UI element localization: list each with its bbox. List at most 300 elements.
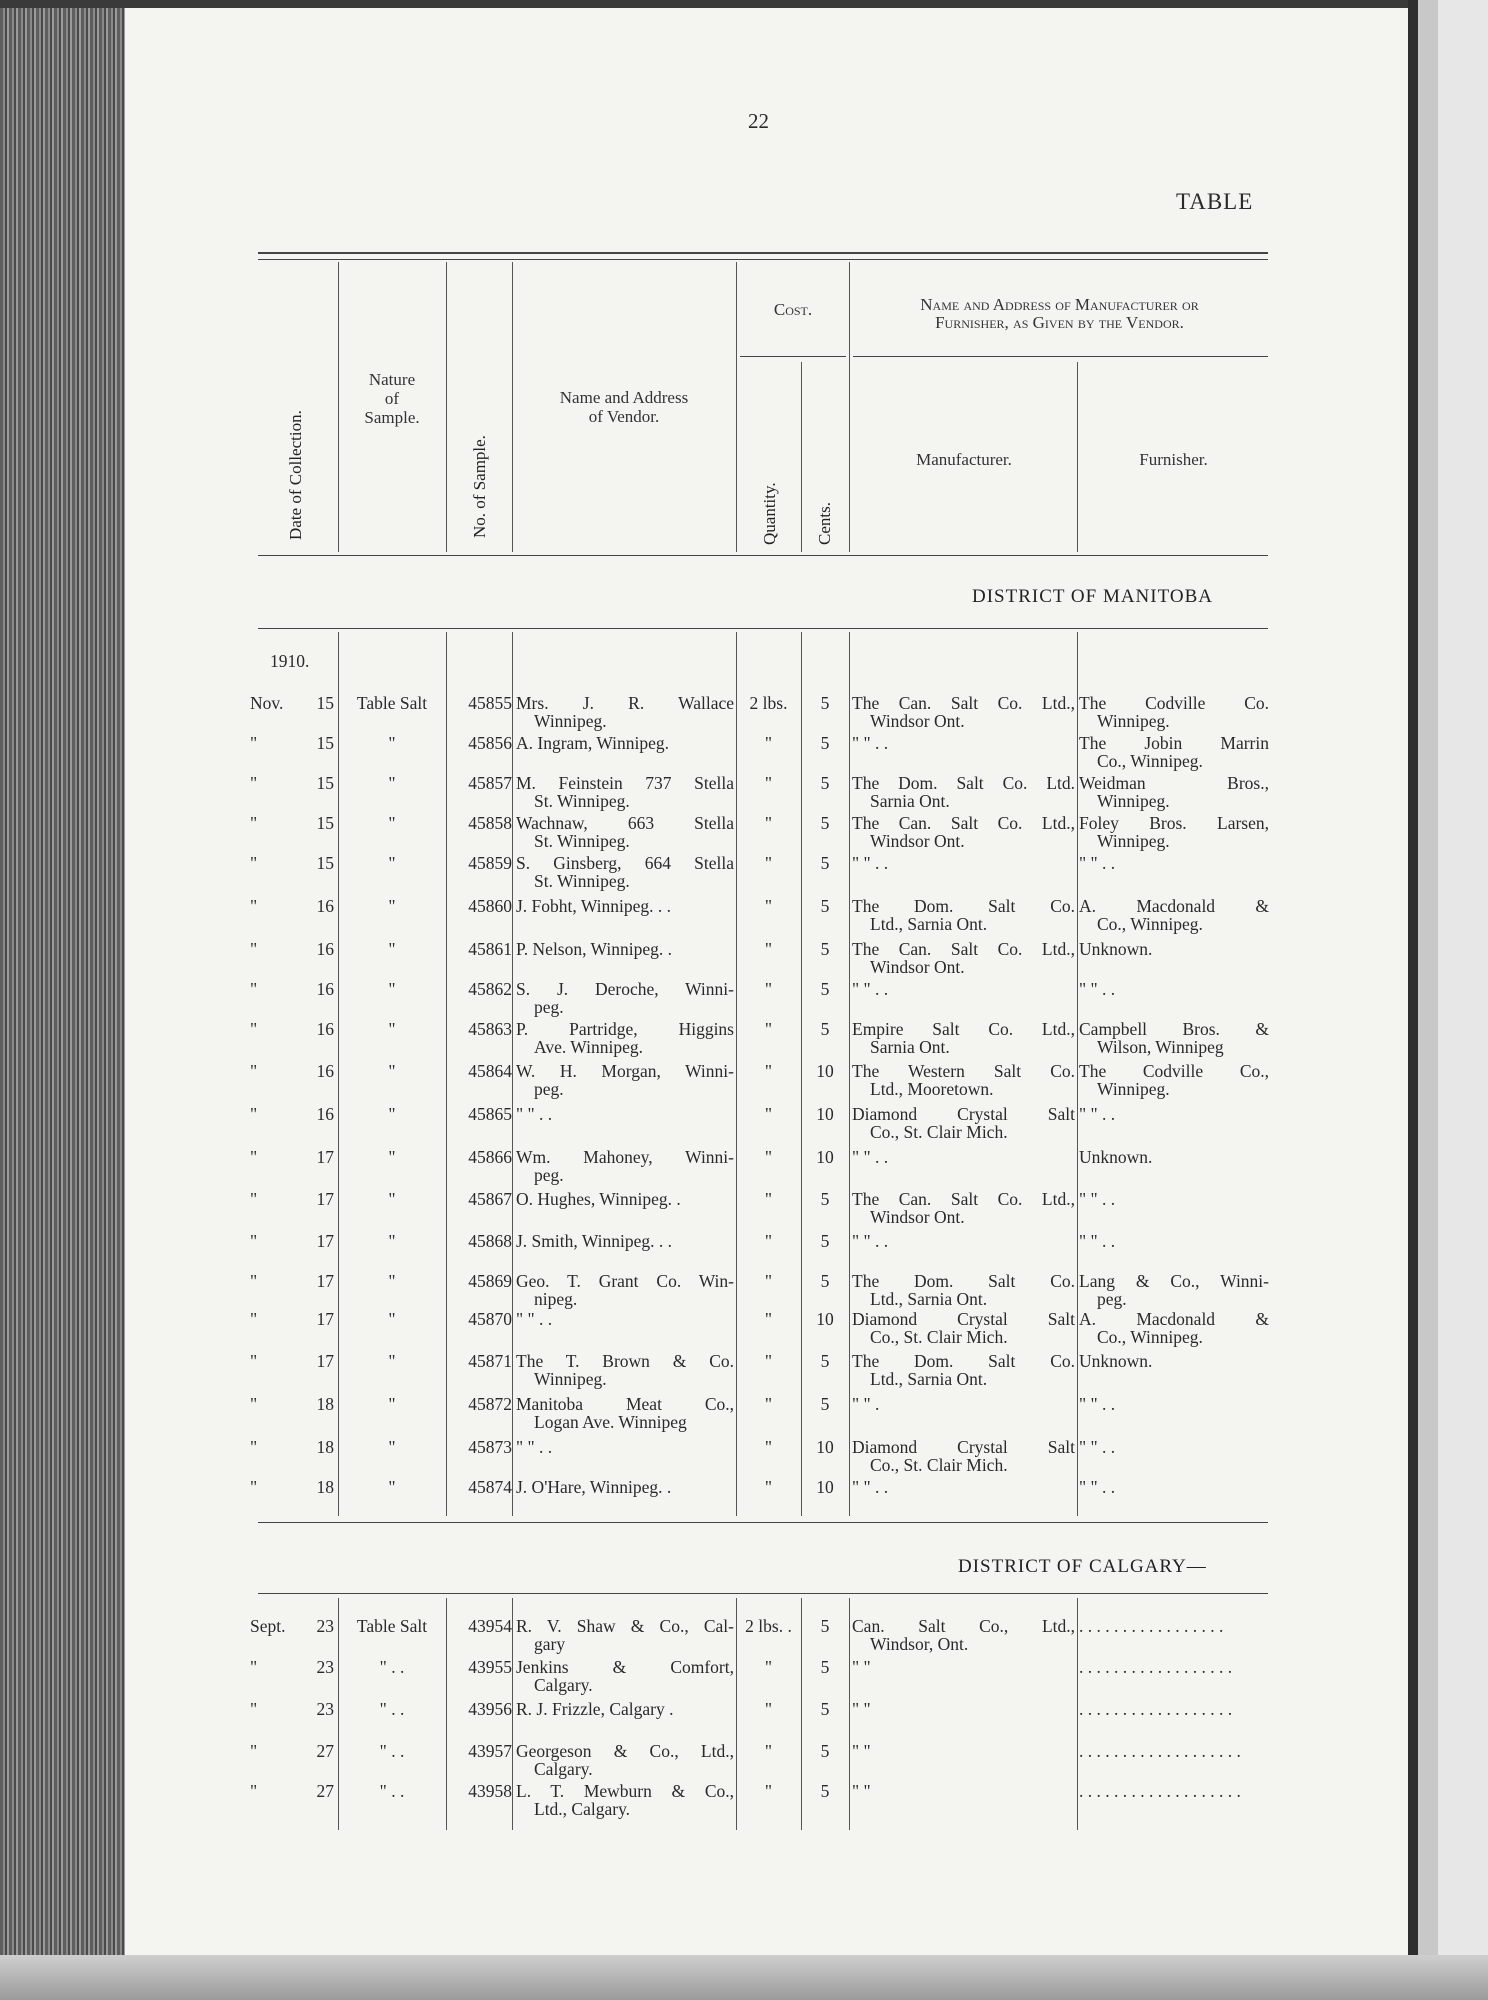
cell-furn-line: Foley Bros. Larsen,: [1079, 813, 1269, 833]
header-col-rule: [801, 362, 802, 552]
cell-day: 17: [316, 1271, 334, 1291]
cell-furn-line: The Codville Co.: [1079, 693, 1269, 713]
cell-no: 45871: [468, 1351, 512, 1371]
cell-cents: 5: [820, 939, 830, 959]
cell-day: 17: [316, 1351, 334, 1371]
cell-nature: Table Salt: [356, 693, 428, 713]
cell-month: ": [250, 1437, 258, 1457]
cell-day: 15: [316, 693, 334, 713]
cell-vendor-line: Winnipeg.: [534, 711, 607, 731]
cell-vendor-line: Georgeson & Co., Ltd.,: [516, 1741, 734, 1761]
body-col-rule: [512, 632, 513, 1516]
cell-cents: 5: [820, 813, 830, 833]
book-edge-bottom: [0, 1955, 1488, 2000]
cell-furn-line: " " . .: [1079, 979, 1116, 999]
cell-vendor-line: Mrs. J. R. Wallace: [516, 693, 734, 713]
header-col-rule: [446, 262, 447, 552]
cell-vendor-line: peg.: [534, 1079, 564, 1099]
cell-cents: 5: [820, 1616, 830, 1636]
cell-day: 18: [316, 1477, 334, 1497]
body-col-rule: [736, 1598, 737, 1830]
district-heading-calgary: DISTRICT OF CALGARY—: [958, 1556, 1207, 1577]
header-col-rule: [1077, 362, 1078, 552]
cell-month: ": [250, 1231, 258, 1251]
cell-mfr-line: Empire Salt Co. Ltd.,: [852, 1019, 1075, 1039]
cell-no: 43955: [468, 1657, 512, 1677]
cell-mfr-line: Sarnia Ont.: [870, 791, 950, 811]
cell-qty: ": [764, 853, 773, 873]
cell-month: Sept.: [250, 1616, 286, 1636]
district-heading-manitoba: DISTRICT OF MANITOBA: [972, 586, 1213, 607]
cell-mfr-line: " ": [852, 1781, 871, 1801]
cell-nature: ": [388, 733, 396, 753]
cell-mfr-line: Ltd., Sarnia Ont.: [870, 1369, 988, 1389]
cell-mfr-line: The Can. Salt Co. Ltd.,: [852, 1189, 1075, 1209]
cell-cents: 5: [820, 853, 830, 873]
cell-mfr-line: " ": [852, 1741, 871, 1761]
cell-month: ": [250, 1147, 258, 1167]
cell-month: ": [250, 853, 258, 873]
header-col-rule: [512, 262, 513, 552]
cell-furn-line: Unknown.: [1079, 1147, 1153, 1167]
cell-no: 45873: [468, 1437, 512, 1457]
cell-vendor-line: R. J. Frizzle, Calgary .: [516, 1699, 674, 1719]
cell-vendor-line: L. T. Mewburn & Co.,: [516, 1781, 734, 1801]
cell-no: 45867: [468, 1189, 512, 1209]
cell-qty: ": [764, 733, 773, 753]
cell-month: ": [250, 1741, 258, 1761]
cell-vendor-line: S. J. Deroche, Winni-: [516, 979, 734, 999]
body-col-rule: [446, 1598, 447, 1830]
cell-qty: ": [764, 1437, 773, 1457]
district-rule: [258, 1593, 1268, 1594]
cell-mfr-line: Co., St. Clair Mich.: [870, 1455, 1008, 1475]
cell-qty: ": [764, 1147, 773, 1167]
cell-vendor-line: A. Ingram, Winnipeg.: [516, 733, 670, 753]
cell-mfr-line: The Dom. Salt Co.: [852, 1351, 1075, 1371]
cell-furn-line: Co., Winnipeg.: [1097, 914, 1203, 934]
cell-mfr-line: Sarnia Ont.: [870, 1037, 950, 1057]
cell-no: 45861: [468, 939, 512, 959]
cell-furn-line: " " . .: [1079, 1477, 1116, 1497]
header-furnisher: Furnisher.: [1139, 450, 1208, 469]
cell-nature: ": [388, 1351, 396, 1371]
cell-nature: " . .: [379, 1699, 405, 1719]
body-col-rule: [801, 632, 802, 1516]
cell-furn-line: Winnipeg.: [1097, 1079, 1170, 1099]
cell-nature: ": [388, 1394, 396, 1414]
cell-day: 16: [316, 939, 334, 959]
cell-vendor-line: P. Nelson, Winnipeg. .: [516, 939, 672, 959]
book-gutter-right: [1408, 0, 1488, 2000]
cell-qty: ": [764, 1477, 773, 1497]
cell-cents: 5: [820, 1231, 830, 1251]
cell-mfr-line: The Dom. Salt Co.: [852, 1271, 1075, 1291]
header-cents: Cents.: [815, 502, 834, 545]
cell-furn-line: The Jobin Marrin: [1079, 733, 1269, 753]
cell-vendor-line: Winnipeg.: [534, 1369, 607, 1389]
cell-vendor-line: J. Smith, Winnipeg. . .: [516, 1231, 672, 1251]
cell-no: 45874: [468, 1477, 512, 1497]
cell-cents: 10: [816, 1104, 834, 1124]
cell-vendor-line: Wm. Mahoney, Winni-: [516, 1147, 734, 1167]
cell-month: ": [250, 773, 258, 793]
cell-no: 45870: [468, 1309, 512, 1329]
cell-furn-line: " " . .: [1079, 1104, 1116, 1124]
cell-furn-line: " " . .: [1079, 1231, 1116, 1251]
cell-cents: 10: [816, 1477, 834, 1497]
cell-qty: ": [764, 1699, 773, 1719]
body-col-rule: [1077, 632, 1078, 1516]
cell-month: ": [250, 939, 258, 959]
cell-no: 43956: [468, 1699, 512, 1719]
cell-no: 43954: [468, 1616, 512, 1636]
cell-day: 23: [316, 1657, 334, 1677]
cell-month: Nov.: [250, 693, 284, 713]
cell-day: 17: [316, 1189, 334, 1209]
header-nature: Nature of Sample.: [364, 370, 420, 427]
cell-cents: 10: [816, 1437, 834, 1457]
cell-cents: 10: [816, 1061, 834, 1081]
cell-month: ": [250, 733, 258, 753]
cell-day: 15: [316, 813, 334, 833]
cell-qty: ": [764, 939, 773, 959]
cell-month: ": [250, 1477, 258, 1497]
cell-cents: 5: [820, 693, 830, 713]
cell-no: 45868: [468, 1231, 512, 1251]
body-col-rule: [849, 1598, 850, 1830]
top-rule-thin: [258, 259, 1268, 260]
book-page-edges-left: [0, 0, 125, 2000]
cell-qty: ": [764, 1394, 773, 1414]
cell-mfr-line: Diamond Crystal Salt: [852, 1309, 1075, 1329]
cell-qty: ": [764, 1351, 773, 1371]
cell-mfr-line: The Can. Salt Co. Ltd.,: [852, 813, 1075, 833]
cell-month: ": [250, 813, 258, 833]
cell-nature: ": [388, 1477, 396, 1497]
cell-mfr-line: " " .: [852, 1394, 880, 1414]
cell-nature: ": [388, 1104, 396, 1124]
cost-underline: [740, 356, 846, 357]
cell-mfr-line: Windsor, Ont.: [870, 1634, 969, 1654]
cell-furn-line: " " . .: [1079, 1394, 1116, 1414]
cell-vendor-line: St. Winnipeg.: [534, 831, 630, 851]
cell-mfr-line: " " . .: [852, 1147, 889, 1167]
cell-no: 45863: [468, 1019, 512, 1039]
cell-vendor-line: peg.: [534, 997, 564, 1017]
cell-qty: ": [764, 1741, 773, 1761]
cell-day: 27: [316, 1781, 334, 1801]
cell-mfr-line: Diamond Crystal Salt: [852, 1437, 1075, 1457]
cell-vendor-line: Wachnaw, 663 Stella: [516, 813, 734, 833]
body-col-rule: [849, 632, 850, 1516]
cell-no: 45866: [468, 1147, 512, 1167]
header-col-rule: [849, 262, 850, 552]
cell-day: 23: [316, 1616, 334, 1636]
cell-furn-line: Unknown.: [1079, 939, 1153, 959]
cell-no: 45872: [468, 1394, 512, 1414]
cell-month: ": [250, 1189, 258, 1209]
cell-nature: ": [388, 1019, 396, 1039]
cell-day: 16: [316, 1061, 334, 1081]
body-col-rule: [446, 632, 447, 1516]
cell-vendor-line: P. Partridge, Higgins: [516, 1019, 734, 1039]
top-rule: [258, 252, 1268, 254]
cell-qty: ": [764, 1271, 773, 1291]
table-title: TABLE: [1176, 189, 1254, 214]
cell-cents: 5: [820, 773, 830, 793]
cell-mfr-line: Ltd., Sarnia Ont.: [870, 1289, 988, 1309]
cell-qty: ": [764, 1781, 773, 1801]
cell-furn-line: " " . .: [1079, 1437, 1116, 1457]
cell-day: 16: [316, 896, 334, 916]
cell-month: ": [250, 1657, 258, 1677]
manitoba-bottom-rule: [258, 1522, 1268, 1523]
cell-furn-line: . . . . . . . . . . . . . . . . . .: [1079, 1699, 1233, 1719]
cell-furn-line: Campbell Bros. &: [1079, 1019, 1269, 1039]
cell-cents: 5: [820, 733, 830, 753]
cell-mfr-line: " " . .: [852, 1477, 889, 1497]
cell-no: 45869: [468, 1271, 512, 1291]
cell-furn-line: Lang & Co., Winni-: [1079, 1271, 1269, 1291]
body-col-rule: [338, 1598, 339, 1830]
cell-nature: Table Salt: [356, 1616, 428, 1636]
cell-cents: 5: [820, 979, 830, 999]
cell-furn-line: Co., Winnipeg.: [1097, 1327, 1203, 1347]
cell-no: 45858: [468, 813, 512, 833]
cell-mfr-line: Windsor Ont.: [870, 711, 965, 731]
cell-vendor-line: Logan Ave. Winnipeg: [534, 1412, 687, 1432]
cell-mfr-line: Ltd., Mooretown.: [870, 1079, 994, 1099]
cell-nature: ": [388, 1147, 396, 1167]
cell-month: ": [250, 1309, 258, 1329]
cell-cents: 5: [820, 1271, 830, 1291]
body-col-rule: [801, 1598, 802, 1830]
cell-day: 15: [316, 773, 334, 793]
cell-day: 15: [316, 733, 334, 753]
cell-no: 43957: [468, 1741, 512, 1761]
cell-nature: " . .: [379, 1741, 405, 1761]
cell-month: ": [250, 1104, 258, 1124]
cell-mfr-line: Diamond Crystal Salt: [852, 1104, 1075, 1124]
body-col-rule: [512, 1598, 513, 1830]
cell-qty: ": [764, 1061, 773, 1081]
cell-furn-line: Wilson, Winnipeg: [1097, 1037, 1224, 1057]
cell-mfr-line: Windsor Ont.: [870, 1207, 965, 1227]
cell-vendor-line: nipeg.: [534, 1289, 578, 1309]
cell-furn-line: " " . .: [1079, 853, 1116, 873]
cell-vendor-line: " " . .: [516, 1309, 553, 1329]
cell-furn-line: " " . .: [1079, 1189, 1116, 1209]
cell-qty: ": [764, 1189, 773, 1209]
cell-qty: ": [764, 896, 773, 916]
body-col-rule: [1077, 1598, 1078, 1830]
cell-vendor-line: O. Hughes, Winnipeg. .: [516, 1189, 681, 1209]
body-col-rule: [338, 632, 339, 1516]
cell-month: ": [250, 1271, 258, 1291]
district-rule: [258, 628, 1268, 629]
cell-mfr-line: " " . .: [852, 979, 889, 999]
header-vendor: Name and Address of Vendor.: [559, 388, 689, 426]
cell-mfr-line: Co., St. Clair Mich.: [870, 1327, 1008, 1347]
cell-qty: ": [764, 813, 773, 833]
cell-nature: ": [388, 773, 396, 793]
cell-nature: ": [388, 813, 396, 833]
cell-nature: ": [388, 1061, 396, 1081]
header-quantity: Quantity.: [760, 482, 779, 545]
cell-furn-line: A. Macdonald &: [1079, 1309, 1269, 1329]
cell-no: 43958: [468, 1781, 512, 1801]
cell-cents: 5: [820, 1781, 830, 1801]
cell-nature: ": [388, 1309, 396, 1329]
cell-vendor-line: R. V. Shaw & Co., Cal-: [516, 1616, 734, 1636]
cell-nature: ": [388, 896, 396, 916]
cell-vendor-line: " " . .: [516, 1104, 553, 1124]
cell-furn-line: A. Macdonald &: [1079, 896, 1269, 916]
cell-qty: ": [764, 979, 773, 999]
cell-no: 45856: [468, 733, 512, 753]
cell-qty: ": [764, 1104, 773, 1124]
header-bottom-rule: [258, 555, 1268, 556]
cell-day: 15: [316, 853, 334, 873]
cell-qty: ": [764, 1309, 773, 1329]
cell-qty: 2 lbs.: [749, 693, 788, 713]
cell-no: 45860: [468, 896, 512, 916]
cell-month: ": [250, 1351, 258, 1371]
cell-vendor-line: W. H. Morgan, Winni-: [516, 1061, 734, 1081]
cell-mfr-line: Windsor Ont.: [870, 957, 965, 977]
cell-mfr-line: " ": [852, 1657, 871, 1677]
cell-mfr-line: The Can. Salt Co. Ltd.,: [852, 939, 1075, 959]
cell-vendor-line: J. O'Hare, Winnipeg. .: [516, 1477, 672, 1497]
cell-mfr-line: Can. Salt Co., Ltd.,: [852, 1616, 1075, 1636]
body-col-rule: [736, 632, 737, 1516]
cell-vendor-line: J. Fobht, Winnipeg. . .: [516, 896, 672, 916]
cell-vendor-line: The T. Brown & Co.: [516, 1351, 734, 1371]
cell-furn-line: . . . . . . . . . . . . . . . . . . .: [1079, 1781, 1241, 1801]
cell-mfr-line: The Dom. Salt Co. Ltd.: [852, 773, 1075, 793]
book-edge-top: [0, 0, 1488, 8]
cell-day: 27: [316, 1741, 334, 1761]
cell-no: 45862: [468, 979, 512, 999]
cell-qty: 2 lbs. .: [745, 1616, 792, 1636]
cell-cents: 10: [816, 1309, 834, 1329]
cell-vendor-line: " " . .: [516, 1437, 553, 1457]
cell-vendor-line: Ltd., Calgary.: [534, 1799, 631, 1819]
cell-qty: ": [764, 1231, 773, 1251]
cell-day: 17: [316, 1231, 334, 1251]
cell-vendor-line: St. Winnipeg.: [534, 871, 630, 891]
cell-month: ": [250, 1019, 258, 1039]
page-number: 22: [748, 109, 769, 133]
cell-cents: 5: [820, 1394, 830, 1414]
cell-qty: ": [764, 1657, 773, 1677]
cell-nature: ": [388, 853, 396, 873]
cell-day: 16: [316, 979, 334, 999]
cell-vendor-line: St. Winnipeg.: [534, 791, 630, 811]
cell-day: 17: [316, 1147, 334, 1167]
cell-month: ": [250, 979, 258, 999]
cell-cents: 5: [820, 1019, 830, 1039]
cell-day: 18: [316, 1437, 334, 1457]
cell-cents: 5: [820, 1741, 830, 1761]
cell-cents: 5: [820, 1699, 830, 1719]
cell-furn-line: Co., Winnipeg.: [1097, 751, 1203, 771]
cell-mfr-line: Co., St. Clair Mich.: [870, 1122, 1008, 1142]
cell-cents: 5: [820, 1351, 830, 1371]
cell-month: ": [250, 1781, 258, 1801]
cell-furn-line: . . . . . . . . . . . . . . . . . .: [1079, 1657, 1233, 1677]
cell-day: 23: [316, 1699, 334, 1719]
cell-day: 16: [316, 1104, 334, 1124]
cell-mfr-line: Windsor Ont.: [870, 831, 965, 851]
cell-vendor-line: peg.: [534, 1165, 564, 1185]
cell-mfr-line: " " . .: [852, 1231, 889, 1251]
cell-qty: ": [764, 773, 773, 793]
cell-cents: 10: [816, 1147, 834, 1167]
cell-nature: ": [388, 939, 396, 959]
cell-cents: 5: [820, 1189, 830, 1209]
cell-vendor-line: Jenkins & Comfort,: [516, 1657, 734, 1677]
cell-mfr-line: The Can. Salt Co. Ltd.,: [852, 693, 1075, 713]
header-manufacturer: Manufacturer.: [916, 450, 1012, 469]
cell-nature: " . .: [379, 1781, 405, 1801]
cell-furn-line: peg.: [1097, 1289, 1127, 1309]
cell-cents: 5: [820, 896, 830, 916]
cell-month: ": [250, 1061, 258, 1081]
cell-furn-line: Winnipeg.: [1097, 711, 1170, 731]
cell-no: 45857: [468, 773, 512, 793]
cell-month: ": [250, 1699, 258, 1719]
cell-mfr-line: Ltd., Sarnia Ont.: [870, 914, 988, 934]
header-col-rule: [338, 262, 339, 552]
cell-vendor-line: Calgary.: [534, 1675, 593, 1695]
cell-month: ": [250, 896, 258, 916]
cell-furn-line: . . . . . . . . . . . . . . . . . . .: [1079, 1741, 1241, 1761]
cell-nature: ": [388, 979, 396, 999]
cell-no: 45859: [468, 853, 512, 873]
cell-no: 45865: [468, 1104, 512, 1124]
cell-vendor-line: Calgary.: [534, 1759, 593, 1779]
cell-mfr-line: " ": [852, 1699, 871, 1719]
cell-vendor-line: Geo. T. Grant Co. Win-: [516, 1271, 734, 1291]
header-sample-number: No. of Sample.: [470, 435, 489, 538]
cell-nature: ": [388, 1271, 396, 1291]
cell-no: 45855: [468, 693, 512, 713]
year-label: 1910.: [270, 651, 310, 671]
cell-cents: 5: [820, 1657, 830, 1677]
cell-mfr-line: The Dom. Salt Co.: [852, 896, 1075, 916]
cell-furn-line: Unknown.: [1079, 1351, 1153, 1371]
cell-mfr-line: " " . .: [852, 853, 889, 873]
cell-nature: ": [388, 1189, 396, 1209]
cell-vendor-line: M. Feinstein 737 Stella: [516, 773, 734, 793]
cell-nature: ": [388, 1231, 396, 1251]
cell-furn-line: The Codville Co.,: [1079, 1061, 1269, 1081]
cell-no: 45864: [468, 1061, 512, 1081]
cell-nature: ": [388, 1437, 396, 1457]
mf-group-underline: [853, 356, 1268, 357]
cell-vendor-line: S. Ginsberg, 664 Stella: [516, 853, 734, 873]
cell-furn-line: Winnipeg.: [1097, 831, 1170, 851]
cell-vendor-line: gary: [534, 1634, 566, 1654]
header-date: Date of Collection.: [286, 410, 305, 540]
cell-furn-line: Winnipeg.: [1097, 791, 1170, 811]
cell-month: ": [250, 1394, 258, 1414]
header-col-rule: [736, 262, 737, 552]
cell-mfr-line: " " . .: [852, 733, 889, 753]
cell-qty: ": [764, 1019, 773, 1039]
